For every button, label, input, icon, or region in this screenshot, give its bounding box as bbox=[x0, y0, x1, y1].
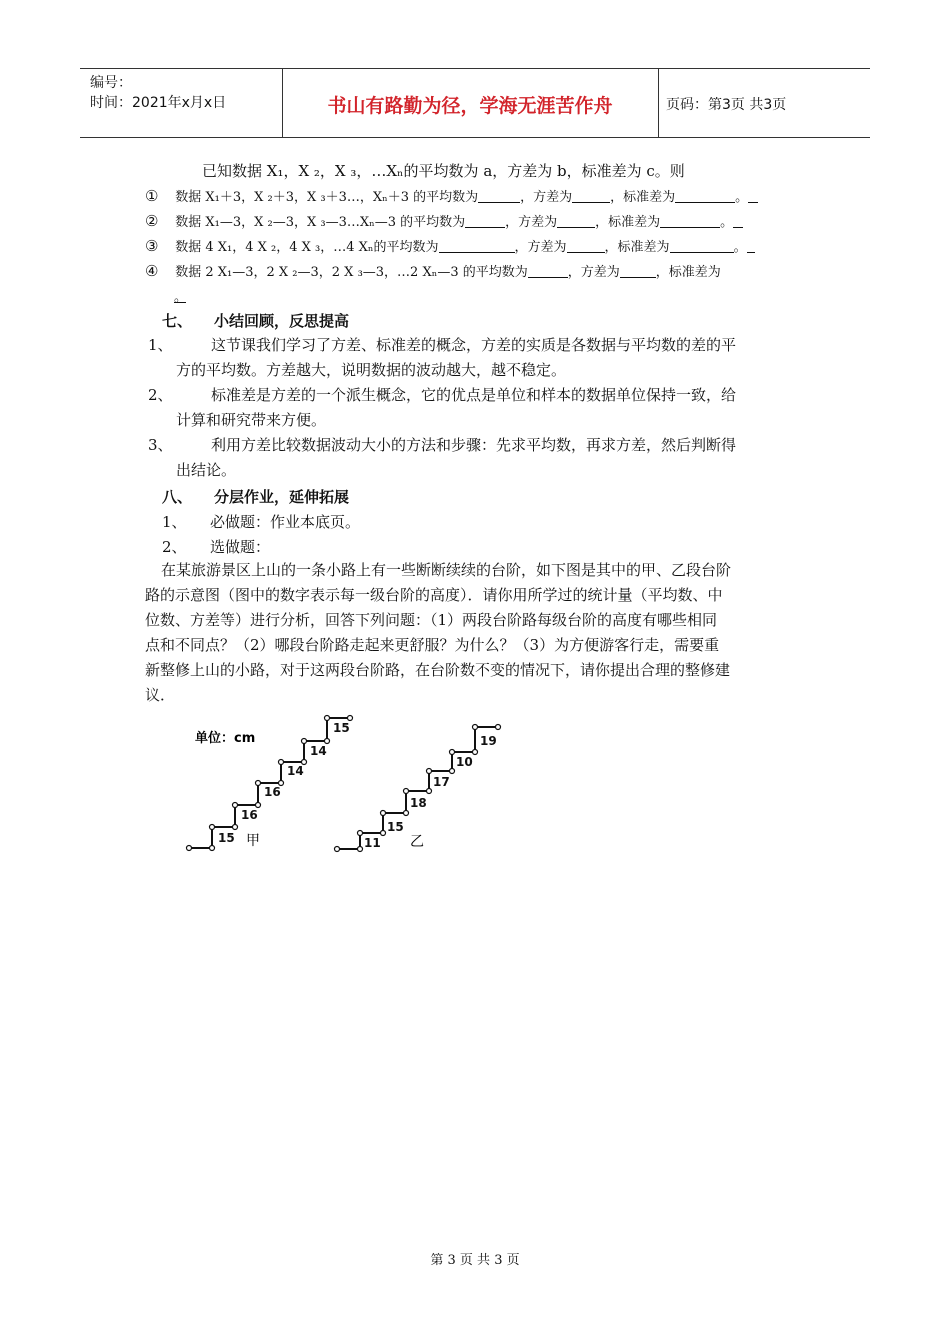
answer-blank[interactable] bbox=[670, 238, 734, 253]
answer-blank[interactable] bbox=[528, 263, 568, 278]
problem-line: 新整修上山的小路，对于这两段台阶路，在台阶数不变的情况下，请你提出合理的整修建 bbox=[145, 661, 731, 679]
stair-b-label: 乙 bbox=[410, 834, 424, 850]
answer-blank[interactable] bbox=[465, 213, 505, 228]
item-text: ，标准差为 bbox=[610, 190, 676, 205]
heading-number: 八、 bbox=[162, 488, 193, 506]
section-heading bbox=[162, 311, 349, 331]
item-text: ，标准差为 bbox=[604, 240, 670, 255]
point-text: 出结论。 bbox=[176, 461, 237, 479]
answer-blank[interactable] bbox=[478, 188, 520, 203]
answer-blank[interactable] bbox=[733, 213, 743, 228]
point-number: 2、 bbox=[148, 386, 173, 404]
item-text: 数据 4 X₁，4 X ₂，4 X ₃，…4 Xₙ的平均数为 bbox=[175, 240, 439, 255]
stair-a-height: 16 bbox=[264, 785, 281, 799]
stair-b-height: 11 bbox=[364, 836, 381, 850]
homework-task bbox=[162, 512, 360, 532]
item-number: ① bbox=[145, 187, 159, 205]
exercise-item bbox=[145, 211, 743, 233]
problem-line: 在某旅游景区上山的一条小路上有一些断断续续的台阶，如下图是其中的甲、乙段台阶 bbox=[161, 561, 732, 579]
point-text: 利用方差比较数据波动大小的方法和步骤：先求平均数，再求方差，然后判断得 bbox=[211, 436, 737, 454]
exercise-item bbox=[145, 236, 755, 258]
staircase-figure bbox=[180, 705, 620, 865]
stair-a-height: 16 bbox=[241, 808, 258, 822]
summary-point bbox=[148, 333, 736, 383]
summary-point bbox=[148, 433, 736, 483]
answer-blank[interactable] bbox=[174, 288, 186, 303]
item-text: 。 bbox=[720, 215, 734, 230]
answer-blank[interactable] bbox=[675, 188, 735, 203]
stair-b-height: 19 bbox=[480, 734, 497, 748]
task-number: 1、 bbox=[162, 513, 187, 531]
page-label: 页码：第3页 共3页 bbox=[666, 97, 787, 113]
stair-a-height: 14 bbox=[287, 764, 304, 778]
item-text: ，标准差为 bbox=[655, 265, 721, 280]
stair-a-label: 甲 bbox=[246, 833, 260, 849]
intro-text: 已知数据 X₁，X ₂，X ₃，…Xₙ的平均数为 a，方差为 b，标准差为 c。则 bbox=[202, 162, 685, 180]
answer-blank[interactable] bbox=[660, 213, 720, 228]
number-label: 编号： bbox=[90, 75, 132, 91]
item-text: 。 bbox=[733, 240, 747, 255]
point-text: 这节课我们学习了方差、标准差的概念，方差的实质是各数据与平均数的差的平 bbox=[211, 336, 737, 354]
item-text: ，方差为 bbox=[520, 190, 573, 205]
exercise-item bbox=[145, 186, 758, 208]
answer-blank[interactable] bbox=[572, 188, 610, 203]
unit-label: 单位：cm bbox=[195, 731, 256, 746]
stair-a-height: 15 bbox=[333, 721, 350, 735]
item-number: ③ bbox=[145, 237, 159, 255]
page-footer: 第 3 页 共 3 页 bbox=[430, 1253, 520, 1268]
motto: 书山有路勤为径，学海无涯苦作舟 bbox=[327, 95, 613, 117]
item-text: ，方差为 bbox=[514, 240, 567, 255]
heading-number: 七、 bbox=[162, 312, 193, 330]
exercise-item bbox=[145, 261, 721, 283]
item-number: ② bbox=[145, 212, 159, 230]
stair-b-height: 15 bbox=[387, 820, 404, 834]
heading-text: 分层作业，延伸拓展 bbox=[214, 488, 350, 506]
stair-a-height: 15 bbox=[218, 831, 235, 845]
item-text: 数据 X₁—3，X ₂—3，X ₃—3…Xₙ—3 的平均数为 bbox=[175, 215, 466, 230]
heading-text: 小结回顾，反思提高 bbox=[214, 312, 350, 330]
section-heading bbox=[162, 487, 349, 507]
answer-blank[interactable] bbox=[439, 238, 515, 253]
point-text: 计算和研究带来方便。 bbox=[176, 411, 327, 429]
point-number: 3、 bbox=[148, 436, 173, 454]
item-text: 。 bbox=[174, 290, 188, 305]
point-text: 标准差是方差的一个派生概念，它的优点是单位和样本的数据单位保持一致，给 bbox=[211, 386, 737, 404]
item-text: 数据 X₁＋3，X ₂＋3，X ₃＋3…，Xₙ＋3 的平均数为 bbox=[175, 190, 479, 205]
point-text: 方的平均数。方差越大，说明数据的波动越大，越不稳定。 bbox=[176, 361, 567, 379]
item-text: ，标准差为 bbox=[595, 215, 661, 230]
item-text: ，方差为 bbox=[567, 265, 620, 280]
summary-point bbox=[148, 383, 736, 433]
answer-blank[interactable] bbox=[557, 213, 595, 228]
task-number: 2、 bbox=[162, 538, 187, 556]
problem-line: 议． bbox=[145, 686, 176, 704]
answer-blank[interactable] bbox=[748, 188, 758, 203]
stair-b-height: 17 bbox=[433, 775, 450, 789]
stair-b-height: 10 bbox=[456, 755, 473, 769]
answer-blank[interactable] bbox=[567, 238, 605, 253]
answer-blank[interactable] bbox=[620, 263, 656, 278]
answer-blank[interactable] bbox=[747, 238, 755, 253]
item-number: ④ bbox=[145, 262, 159, 280]
task-text: 选做题： bbox=[210, 538, 271, 556]
header-divider bbox=[658, 69, 659, 137]
homework-task bbox=[162, 537, 270, 557]
problem-line: 路的示意图（图中的数字表示每一级台阶的高度）．请你用所学过的统计量（平均数、中 bbox=[145, 586, 723, 604]
task-text: 必做题：作业本底页。 bbox=[210, 513, 361, 531]
problem-line: 位数、方差等）进行分析，回答下列问题：（1）两段台阶路每级台阶的高度有哪些相同 bbox=[145, 611, 718, 629]
stair-a-height: 14 bbox=[310, 744, 327, 758]
date-label: 时间：2021年x月x日 bbox=[90, 95, 227, 111]
stair-b-height: 18 bbox=[410, 796, 427, 810]
problem-text bbox=[145, 558, 815, 708]
item-text: 数据 2 X₁—3，2 X ₂—3，2 X ₃—3，…2 Xₙ—3 的平均数为 bbox=[175, 265, 528, 280]
problem-line: 点和不同点？（2）哪段台阶路走起来更舒服？为什么？（3）为方便游客行走，需要重 bbox=[145, 636, 720, 654]
point-number: 1、 bbox=[148, 336, 173, 354]
header-info bbox=[90, 73, 226, 113]
exercise-item-end bbox=[174, 286, 186, 306]
item-text: 。 bbox=[735, 190, 749, 205]
page-header bbox=[80, 68, 870, 138]
item-text: ，方差为 bbox=[505, 215, 558, 230]
